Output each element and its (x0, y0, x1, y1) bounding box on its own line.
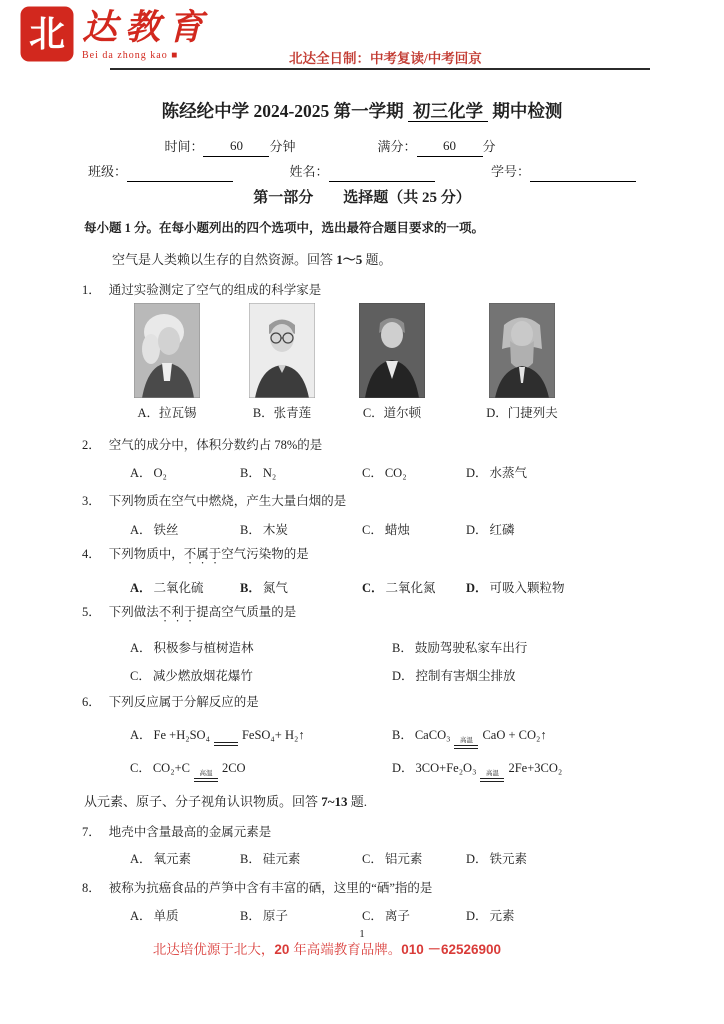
option-text: 积极参与植树造林 (153, 641, 254, 655)
question-2-text: 空气的成分中，体积分数约占 78%的是 (108, 438, 323, 452)
question-1 (0, 282, 724, 299)
option-d (466, 907, 684, 925)
question-5-number: 5． (82, 605, 101, 619)
option-letter: D． (466, 581, 488, 595)
question-4-stem (82, 546, 684, 567)
intro-air-pre: 空气是人类赖以生存的自然资源。回答 (112, 252, 337, 267)
brand-script-text: 达教育 (82, 8, 212, 47)
option-letter: A． (130, 523, 152, 537)
reaction-equals-sign (480, 764, 504, 782)
reaction-condition: 高温 (459, 737, 473, 744)
class-blank-line (127, 181, 233, 182)
option-letter: C． (130, 761, 151, 775)
option-c (362, 579, 466, 597)
option-text: 铝元素 (384, 852, 423, 866)
option-text: 鼓励驾驶私家车出行 (414, 641, 528, 655)
option-letter: A． (130, 852, 152, 866)
option-letter: A． (130, 581, 152, 595)
option-letter: A． (130, 641, 152, 655)
question-3-options (130, 521, 684, 539)
class-label: 班级： (88, 164, 128, 179)
option-letter: C． (130, 669, 151, 683)
option-label-zhang-qinglian: B．张青莲 (252, 406, 312, 420)
question-6 (0, 694, 724, 782)
option-text: 硅元素 (262, 852, 301, 866)
intro-element-pre: 从元素、原子、分子视角认识物质。回答 (84, 794, 322, 809)
question-4-options (130, 579, 684, 597)
question-4-emphasized: 不属于 (183, 547, 222, 561)
question-7-text: 地壳中含量最高的金属元素是 (108, 825, 272, 839)
option-text: 二氧化硫 (153, 581, 204, 595)
intro-air-post: 题。 (362, 252, 392, 267)
option-letter: C． (362, 581, 384, 595)
intro-air (0, 250, 724, 269)
option-letter: D． (466, 523, 488, 537)
question-2-stem (82, 437, 684, 454)
brand-subtitle: Bei da zhong kao ■ (82, 50, 179, 61)
question-4 (0, 546, 724, 597)
question-1-number: 1． (82, 283, 101, 297)
student-id-field (491, 162, 636, 182)
option-a (130, 850, 240, 868)
option-text: 控制有害烟尘排放 (415, 669, 516, 683)
option-c (130, 667, 392, 685)
question-3-stem (82, 493, 684, 510)
double-bar (194, 778, 218, 782)
question-7-number: 7． (82, 825, 101, 839)
brand-text-block (82, 8, 211, 62)
question-8-options (130, 907, 684, 925)
name-label: 姓名： (289, 164, 329, 179)
option-letter: B． (240, 581, 261, 595)
option-text: 原子 (262, 909, 288, 923)
time-unit: 分钟 (269, 139, 296, 154)
option-letter: A． (130, 728, 152, 742)
class-field (88, 162, 233, 182)
question-4-text-pre: 下列物质中， (108, 547, 184, 561)
option-b (240, 850, 362, 868)
question-5-emphasized: 不利于 (158, 605, 197, 619)
intro-air-range: 1～5 (336, 252, 363, 267)
double-bar (454, 745, 478, 749)
option-letter: C． (362, 523, 383, 537)
option-letter: A． (130, 909, 152, 923)
option-d (466, 521, 684, 539)
option-text: CO₂ (384, 466, 407, 480)
option-text: 红磷 (489, 523, 515, 537)
mendeleev-portrait-photo (489, 303, 555, 398)
footer-phone: 010 －62526900 (401, 942, 502, 957)
seal-character: 北 (28, 14, 65, 54)
question-8-number: 8． (82, 881, 101, 895)
question-2-options (130, 464, 684, 482)
equation-left: Fe +H₂SO₄ (153, 728, 210, 742)
question-1-stem (82, 282, 684, 299)
equation-right: 2CO (221, 761, 246, 775)
full-score-label: 满分： (377, 139, 417, 154)
question-7 (0, 824, 724, 868)
option-letter: D． (466, 909, 488, 923)
exam-title (0, 99, 724, 123)
equation-right: FeSO₄+ H₂↑ (241, 728, 305, 742)
question-8 (0, 880, 724, 925)
option-c (362, 850, 466, 868)
page-number: 1 (359, 928, 365, 940)
question-8-text: 被称为抗癌食品的芦笋中含有丰富的硒，这里的“硒”指的是 (108, 881, 433, 895)
option-a (130, 464, 240, 482)
question-5-options (130, 639, 684, 685)
option-text: 氮气 (262, 581, 288, 595)
question-6-number: 6． (82, 695, 101, 709)
option-text: 单质 (153, 909, 179, 923)
question-6-text: 下列反应属于分解反应的是 (108, 695, 259, 709)
option-c (362, 521, 466, 539)
question-4-text-post: 空气污染物的是 (221, 547, 309, 561)
option-text: 氧元素 (153, 852, 192, 866)
option-letter: C． (362, 909, 383, 923)
time-label: 时间： (164, 139, 204, 154)
question-6-stem (82, 694, 684, 711)
option-a (130, 907, 240, 925)
option-text: 蜡烛 (384, 523, 410, 537)
double-bar (480, 778, 504, 782)
reaction-equals-sign (214, 728, 238, 746)
option-letter: B． (240, 466, 261, 480)
portrait-figure-dalton (359, 303, 425, 421)
footer-slogan (0, 941, 654, 959)
option-letter: D． (466, 852, 488, 866)
option-label-mendeleev: D．门捷列夫 (486, 406, 558, 420)
equation-left: 3CO+Fe₂O₃ (415, 761, 477, 775)
slogan-post: 回京 (454, 51, 482, 66)
full-score-unit: 分 (482, 139, 496, 154)
option-text: 离子 (384, 909, 410, 923)
time-value-blank: 60 (203, 136, 269, 157)
option-text: 木炭 (262, 523, 288, 537)
option-text: 二氧化氮 (385, 581, 436, 595)
question-1-text: 通过实验测定了空气的组成的科学家是 (108, 283, 322, 297)
reaction-condition: 高温 (199, 770, 213, 777)
portrait-figure-lavoisier (134, 303, 200, 421)
beida-seal-icon (22, 8, 72, 60)
option-label-dalton: C．道尔顿 (362, 406, 422, 420)
option-b (392, 639, 684, 657)
intro-element-post: 题. (347, 794, 368, 809)
question-2-number: 2． (82, 438, 101, 452)
double-bar (214, 742, 238, 746)
full-score-field (378, 136, 496, 157)
question-4-number: 4． (82, 547, 101, 561)
option-text: 铁元素 (489, 852, 528, 866)
reaction-equals-sign (454, 731, 478, 749)
footer-mid: 年高端教育品牌。 (289, 942, 402, 957)
option-letter: D． (392, 761, 414, 775)
option-letter: B． (392, 728, 413, 742)
question-3-number: 3． (82, 494, 101, 508)
question-5-stem (82, 604, 684, 625)
title-pre: 陈经纶中学 2024-2025 第一学期 (161, 101, 404, 121)
header-slogan (289, 47, 482, 67)
portrait-figure-zhang-qinglian (249, 303, 315, 421)
option-d-equation (392, 757, 684, 782)
option-d (466, 850, 684, 868)
option-text: O₂ (153, 466, 167, 480)
option-c-equation (130, 757, 392, 782)
intro-element-range: 7~13 (321, 794, 348, 809)
option-d (466, 579, 684, 597)
reaction-equals-sign (194, 764, 218, 782)
option-a (130, 639, 392, 657)
question-3 (0, 493, 724, 539)
question-7-options (130, 850, 684, 868)
question-8-stem (82, 880, 684, 897)
option-letter: C． (362, 466, 383, 480)
question-5 (0, 604, 724, 685)
instruction-text: 每小题 1 分。在每小题列出的四个选项中，选出最符合题目要求的一项。 (84, 221, 485, 235)
question-5-text-pre: 下列做法 (108, 605, 159, 619)
option-c (362, 464, 466, 482)
name-field (289, 162, 434, 182)
option-d (466, 464, 684, 482)
section-heading: 第一部分 选择题（共 25 分） (253, 190, 471, 206)
question-7-stem (82, 824, 684, 841)
option-a-equation (130, 724, 392, 749)
option-b (240, 464, 362, 482)
option-text: 铁丝 (153, 523, 179, 537)
lavoisier-portrait-photo (134, 303, 200, 398)
question-2 (0, 437, 724, 482)
option-letter: A． (130, 466, 152, 480)
meta-row-time-score (0, 136, 660, 157)
slogan-pre: 北达全日制：中考复读 (289, 51, 424, 66)
title-post: 期中检测 (492, 101, 563, 121)
meta-row-student (0, 162, 724, 182)
dalton-portrait-photo (359, 303, 425, 398)
equation-left: CO₂+C (152, 761, 190, 775)
equation-left: CaCO₃ (414, 728, 451, 742)
footer-pre: 北达培优源于北大， (152, 942, 275, 957)
page-header (0, 0, 724, 70)
equation-right: 2Fe+3CO₂ (508, 761, 563, 775)
student-id-label: 学号： (490, 164, 530, 179)
equation-right: CaO + CO₂↑ (482, 728, 547, 742)
option-letter: B． (240, 523, 261, 537)
option-letter: C． (362, 852, 383, 866)
zhang-qinglian-portrait-photo (249, 303, 315, 398)
option-letter: D． (392, 669, 414, 683)
option-text: N₂ (262, 466, 277, 480)
option-text: 元素 (489, 909, 515, 923)
option-a (130, 521, 240, 539)
student-id-blank-line (530, 181, 636, 182)
question-3-text: 下列物质在空气中燃烧，产生大量白烟的是 (108, 494, 347, 508)
slogan-bold: /中考 (424, 51, 455, 66)
reaction-condition: 高温 (485, 770, 499, 777)
header-divider-line (110, 68, 650, 70)
option-text: 减少燃放烟花爆竹 (152, 669, 253, 683)
portrait-figure-mendeleev (486, 303, 558, 421)
option-b (240, 521, 362, 539)
option-b (240, 579, 362, 597)
option-letter: D． (466, 466, 488, 480)
option-b-equation (392, 724, 684, 749)
question-6-options (130, 724, 684, 782)
question-5-text-post: 提高空气质量的是 (196, 605, 297, 619)
question-1-portraits (0, 303, 724, 421)
option-b (240, 907, 362, 925)
beida-logo (22, 8, 211, 62)
full-score-value-blank: 60 (417, 136, 483, 157)
option-c (362, 907, 466, 925)
option-d (392, 667, 684, 685)
footer-years: 20 (274, 942, 290, 957)
title-subject-underlined: 初三化学 (408, 101, 488, 122)
option-letter: B． (240, 909, 261, 923)
name-blank-line (329, 181, 435, 182)
time-field (164, 136, 295, 157)
intro-element (0, 792, 724, 811)
option-text: 水蒸气 (489, 466, 528, 480)
option-label-lavoisier: A．拉瓦锡 (137, 406, 197, 420)
option-a (130, 579, 240, 597)
option-letter: B． (392, 641, 413, 655)
option-text: 可吸入颗粒物 (489, 581, 565, 595)
option-letter: B． (240, 852, 261, 866)
